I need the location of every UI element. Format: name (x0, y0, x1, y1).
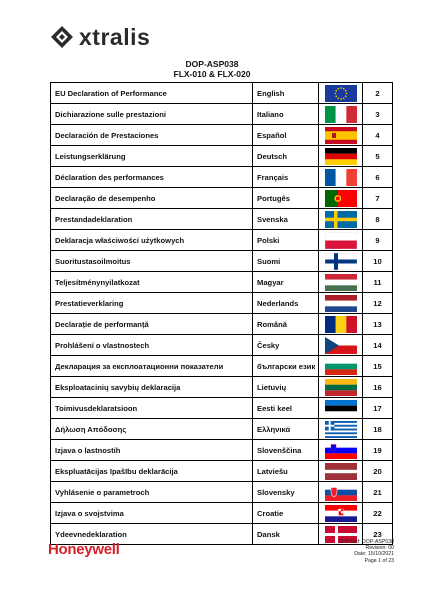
table-row (51, 377, 393, 398)
flag-cell (319, 209, 363, 230)
table-row (51, 272, 393, 293)
page-number-cell: 13 (363, 314, 393, 335)
declaration-title: Dichiarazione sulle prestazioni (51, 104, 253, 125)
flag-cell (319, 377, 363, 398)
language-name: Svenska (253, 209, 319, 230)
page-number-cell: 7 (363, 188, 393, 209)
croatia-flag-icon (325, 505, 357, 522)
table-row (51, 167, 393, 188)
doc-ref: DOP Ref: DOP-ASP038 (338, 539, 394, 545)
declaration-table (50, 82, 393, 545)
declaration-title: Toimivusdeklaratsioon (51, 398, 253, 419)
table-row (51, 461, 393, 482)
document-reference-block (338, 539, 394, 564)
flag-cell (319, 188, 363, 209)
table-row (51, 503, 393, 524)
germany-flag-icon (325, 148, 357, 165)
czech-flag-icon (325, 337, 357, 354)
flag-cell (319, 251, 363, 272)
page-number-cell: 12 (363, 293, 393, 314)
language-name: Français (253, 167, 319, 188)
table-row (51, 482, 393, 503)
table-row (51, 188, 393, 209)
page-number-cell: 21 (363, 482, 393, 503)
eu-flag-icon (325, 85, 357, 102)
page-number-cell: 19 (363, 440, 393, 461)
page-number-cell: 8 (363, 209, 393, 230)
page-number-cell: 2 (363, 83, 393, 104)
table-row (51, 335, 393, 356)
page-number-cell: 23 (363, 524, 393, 545)
declaration-title: Prestatieverklaring (51, 293, 253, 314)
language-name: Česky (253, 335, 319, 356)
slovenia-flag-icon (325, 442, 357, 459)
spain-flag-icon (325, 127, 357, 144)
flag-cell (319, 335, 363, 356)
estonia-flag-icon (325, 400, 357, 417)
declaration-title: Declaração de desempenho (51, 188, 253, 209)
language-name: Română (253, 314, 319, 335)
flag-cell (319, 146, 363, 167)
flag-cell (319, 398, 363, 419)
language-name: Eesti keel (253, 398, 319, 419)
flag-cell (319, 83, 363, 104)
declaration-title: Prestandadeklaration (51, 209, 253, 230)
language-name: Nederlands (253, 293, 319, 314)
declaration-title: EU Declaration of Performance (51, 83, 253, 104)
flag-cell (319, 503, 363, 524)
language-name: Español (253, 125, 319, 146)
flag-cell (319, 440, 363, 461)
table-row (51, 398, 393, 419)
declaration-title: Déclaration des performances (51, 167, 253, 188)
language-name: български език (253, 356, 319, 377)
table-row (51, 356, 393, 377)
declaration-title: Izjava o lastnostih (51, 440, 253, 461)
page-number-cell: 5 (363, 146, 393, 167)
page-number-cell: 18 (363, 419, 393, 440)
page-number-cell: 11 (363, 272, 393, 293)
flag-cell (319, 104, 363, 125)
language-name: Italiano (253, 104, 319, 125)
declaration-title: Suoritustasoilmoitus (51, 251, 253, 272)
sweden-flag-icon (325, 211, 357, 228)
italy-flag-icon (325, 106, 357, 123)
declaration-title: Teljesítménynyilatkozat (51, 272, 253, 293)
table-row (51, 125, 393, 146)
product-models: FLX-010 & FLX-020 (173, 69, 251, 79)
declaration-title: Declarație de performanță (51, 314, 253, 335)
language-name: Slovenščina (253, 440, 319, 461)
lithuania-flag-icon (325, 379, 357, 396)
honeywell-logo: Honeywell (48, 541, 120, 558)
hungary-flag-icon (325, 274, 357, 291)
flag-cell (319, 314, 363, 335)
page-number: Page 1 of 23 (364, 557, 394, 564)
flag-cell (319, 125, 363, 146)
declaration-title: Prohlášení o vlastnostech (51, 335, 253, 356)
finland-flag-icon (325, 253, 357, 270)
table-row (51, 314, 393, 335)
page-number-cell: 16 (363, 377, 393, 398)
declaration-title: Leistungserklärung (51, 146, 253, 167)
page-number-cell: 4 (363, 125, 393, 146)
table-row (51, 419, 393, 440)
page-number-cell: 9 (363, 230, 393, 251)
netherlands-flag-icon (325, 295, 357, 312)
page-number-cell: 17 (363, 398, 393, 419)
declaration-title: Declaración de Prestaciones (51, 125, 253, 146)
page-number-cell: 15 (363, 356, 393, 377)
declaration-title: Izjava o svojstvima (51, 503, 253, 524)
page-number-cell: 6 (363, 167, 393, 188)
table-row (51, 83, 393, 104)
flag-cell (319, 356, 363, 377)
language-name: Slovensky (253, 482, 319, 503)
flag-cell (319, 461, 363, 482)
language-name: Croatie (253, 503, 319, 524)
page-number-cell: 3 (363, 104, 393, 125)
revision: Revision: 00 (365, 545, 394, 552)
language-name: Polski (253, 230, 319, 251)
table-row (51, 440, 393, 461)
xtralis-logo (50, 24, 150, 50)
poland-flag-icon (325, 232, 357, 249)
declaration-title: Eksploatacinių savybių deklaracija (51, 377, 253, 398)
language-name: Lietuvių (253, 377, 319, 398)
flag-cell (319, 293, 363, 314)
portugal-flag-icon (325, 190, 357, 207)
table-row (51, 293, 393, 314)
greece-flag-icon (325, 421, 357, 438)
table-row (51, 209, 393, 230)
date: Date: 15/10/2021 (354, 551, 394, 558)
declaration-title: Декларация за експлоатационни показатели (51, 356, 253, 377)
page-number-cell: 22 (363, 503, 393, 524)
declaration-title: Δήλωση Απόδοσης (51, 419, 253, 440)
declaration-title: Vyhlásenie o parametroch (51, 482, 253, 503)
flag-cell (319, 167, 363, 188)
document-code: DOP-ASP038 (185, 59, 239, 69)
language-name: English (253, 83, 319, 104)
page-number-cell: 20 (363, 461, 393, 482)
flag-cell (319, 419, 363, 440)
bulgaria-flag-icon (325, 358, 357, 375)
xtralis-brand-text: xtralis (79, 23, 151, 50)
flag-cell (319, 272, 363, 293)
declaration-title: Deklaracja właściwości użytkowych (51, 230, 253, 251)
language-name: Portugês (253, 188, 319, 209)
page-number-cell: 14 (363, 335, 393, 356)
flag-cell (319, 482, 363, 503)
language-name: Deutsch (253, 146, 319, 167)
language-name: Ελληνικά (253, 419, 319, 440)
france-flag-icon (325, 169, 357, 186)
page-number-cell: 10 (363, 251, 393, 272)
table-row (51, 104, 393, 125)
language-name: Suomi (253, 251, 319, 272)
flag-cell (319, 230, 363, 251)
language-name: Magyar (253, 272, 319, 293)
table-row (51, 146, 393, 167)
romania-flag-icon (325, 316, 357, 333)
language-name: Dansk (253, 524, 319, 545)
xtralis-diamond-icon (50, 25, 74, 49)
declaration-title: Ydeevnedeklaration (51, 524, 253, 545)
language-name: Latviešu (253, 461, 319, 482)
declaration-title: Ekspluatācijas īpašību deklarācija (51, 461, 253, 482)
table-row (51, 251, 393, 272)
latvia-flag-icon (325, 463, 357, 480)
table-row (51, 230, 393, 251)
slovakia-flag-icon (325, 484, 357, 501)
